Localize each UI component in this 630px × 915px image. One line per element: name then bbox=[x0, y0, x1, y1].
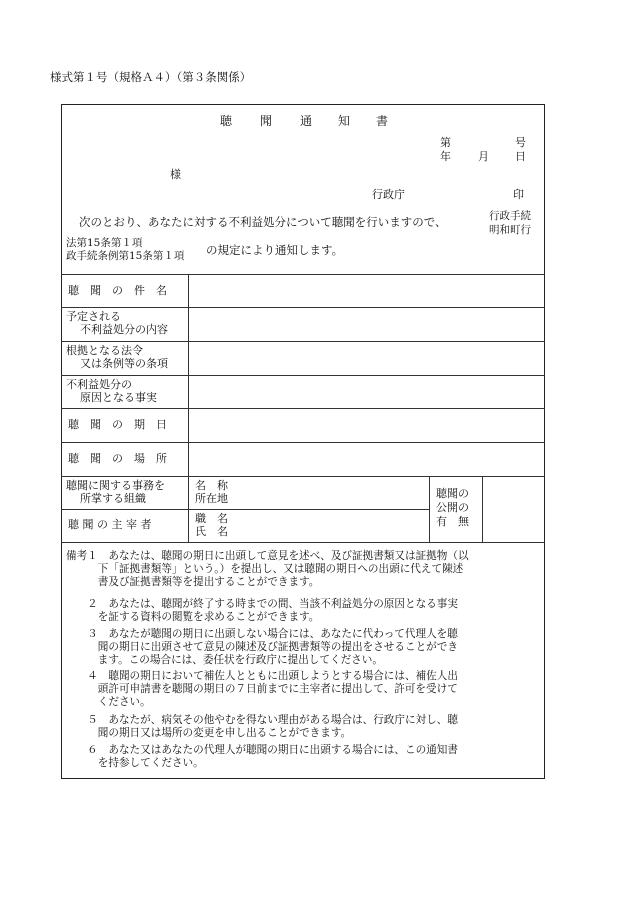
remark-line: を証する資料の閲覧を求めることができます。 bbox=[66, 611, 320, 623]
number-prefix: 第 bbox=[440, 136, 451, 149]
intro-line2-tail: の規定により通知します。 bbox=[206, 243, 344, 257]
rule-line bbox=[61, 442, 545, 443]
hearing-date-label: 聴 聞 の 期 日 bbox=[68, 418, 167, 431]
seal-mark: 印 bbox=[513, 188, 524, 201]
law-option-2-cont: 政手続条例第15条第１項 bbox=[66, 250, 185, 262]
case-name-label: 聴 聞 の 件 名 bbox=[68, 284, 167, 297]
office-name-label: 名 称 bbox=[195, 479, 228, 492]
remark-line: 下「証拠書類等」という。）を提出し、又は聴聞の期日への出頭に代えて陳述 bbox=[66, 563, 464, 575]
title-char: 聞 bbox=[260, 114, 273, 128]
addressee-suffix: 様 bbox=[170, 168, 181, 181]
remark-line: 聞の期日又は場所の変更を申し出ることができます。 bbox=[66, 727, 352, 739]
rule-line bbox=[61, 509, 429, 510]
cause-facts-label: 不利益処分の bbox=[66, 378, 132, 391]
presiding-label: 聴 聞 の 主 宰 者 bbox=[68, 518, 152, 531]
office-label: 聴聞に関する事務を bbox=[66, 479, 165, 492]
remark-line: ください。 bbox=[66, 696, 151, 708]
title-char: 通 bbox=[300, 114, 313, 128]
remark-line: ます。この場合には、委任状を行政庁に提出してください。 bbox=[66, 654, 383, 666]
rule-line bbox=[61, 408, 545, 409]
public-label: 有 無 bbox=[436, 515, 469, 528]
intro-line1: 次のとおり、あなたに対する不利益処分について聴聞を行いますので、 bbox=[79, 215, 447, 229]
presiding-title-label: 職 名 bbox=[195, 512, 228, 525]
rule-line bbox=[61, 542, 545, 543]
column-line bbox=[188, 274, 189, 542]
remark-line: 頭許可申請書を聴聞の期日の７日前までに主宰者に提出して、許可を受けて bbox=[66, 683, 458, 695]
remark-line: 書及び証拠書類等を提出することができます。 bbox=[66, 576, 320, 588]
hearing-place-label: 聴 聞 の 場 所 bbox=[68, 452, 167, 465]
agency-label: 行政庁 bbox=[372, 188, 405, 201]
public-label: 公開の bbox=[436, 501, 469, 514]
remark-line: 聞の期日に出頭させて意見の陳述及び証拠書類等の提出をさせることができ bbox=[66, 641, 458, 653]
form-label: 様式第１号（規格Ａ４）（第３条関係） bbox=[50, 70, 252, 84]
remark-line: ５ あなたが、病気その他やむを得ない理由がある場合は、行政庁に対し、聴 bbox=[66, 714, 458, 726]
rule-line bbox=[61, 274, 545, 275]
title-char: 知 bbox=[338, 114, 351, 128]
title-char: 書 bbox=[376, 114, 389, 128]
title-char: 聴 bbox=[220, 114, 233, 128]
law-option-1: 行政手続 bbox=[489, 210, 531, 222]
remark-line: ３ あなたが聴聞の期日に出頭しない場合には、あなたに代わって代理人を聴 bbox=[66, 628, 458, 640]
presiding-name-label: 氏 名 bbox=[195, 525, 228, 538]
cause-facts-label: 原因となる事実 bbox=[80, 391, 157, 404]
remark-line: ２ あなたは、聴聞が終了する時までの間、当該不利益処分の原因となる事実 bbox=[66, 598, 458, 610]
rule-line bbox=[61, 307, 545, 308]
remark-line: 備考１ あなたは、聴聞の期日に出頭して意見を述べ、及び証拠書類又は証拠物（以 bbox=[66, 550, 469, 562]
date-month: 月 bbox=[478, 150, 489, 163]
law-option-2: 明和町行 bbox=[489, 224, 531, 236]
office-label: 所掌する組織 bbox=[80, 492, 146, 505]
public-label: 聴聞の bbox=[436, 487, 469, 500]
basis-law-label: 又は条例等の条項 bbox=[80, 357, 168, 370]
planned-disposition-label: 不利益処分の内容 bbox=[80, 323, 168, 336]
office-address-label: 所在地 bbox=[195, 492, 228, 505]
column-line bbox=[429, 476, 430, 542]
date-year: 年 bbox=[440, 150, 451, 163]
remark-line: ４ 聴聞の期日において補佐人とともに出頭しようとする場合には、補佐人出 bbox=[66, 670, 458, 682]
remark-line: ６ あなた又はあなたの代理人が聴聞の期日に出頭する場合には、この通知書 bbox=[66, 744, 458, 756]
rule-line bbox=[61, 341, 545, 342]
date-day: 日 bbox=[515, 150, 526, 163]
rule-line bbox=[61, 375, 545, 376]
column-line bbox=[482, 476, 483, 542]
law-option-1-cont: 法第15条第１項 bbox=[66, 237, 143, 249]
rule-line bbox=[61, 476, 545, 477]
remark-line: を持参してください。 bbox=[66, 757, 204, 769]
number-suffix: 号 bbox=[515, 136, 526, 149]
basis-law-label: 根拠となる法令 bbox=[66, 344, 143, 357]
planned-disposition-label: 予定される bbox=[66, 310, 121, 323]
